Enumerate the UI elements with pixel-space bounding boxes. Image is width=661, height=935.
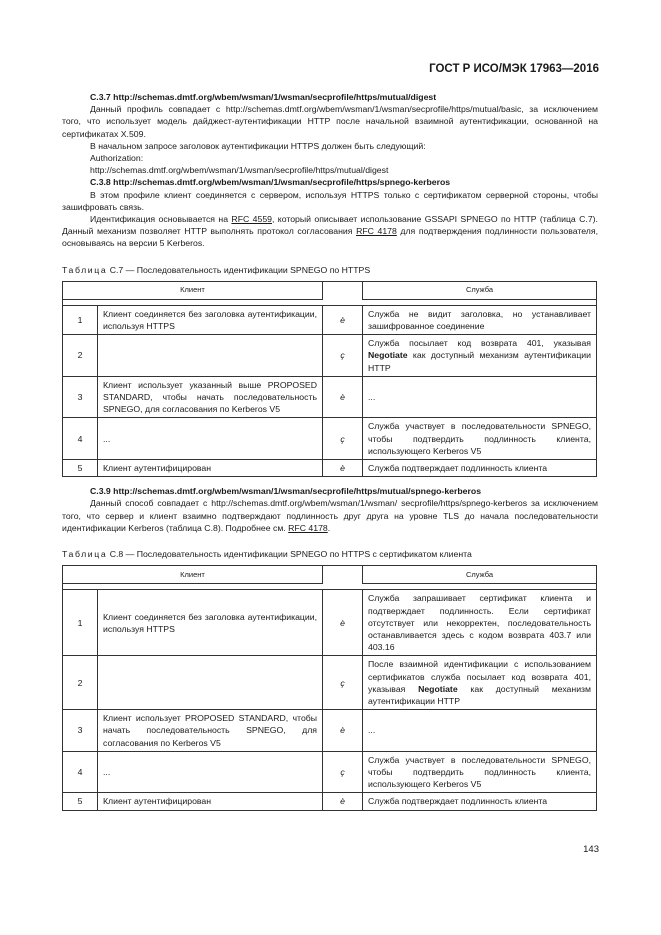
arrow-right-icon: è (323, 460, 363, 477)
table-row (63, 590, 597, 656)
caption-prefix: Таблица (62, 264, 108, 275)
text-span: , который описывает использование GSSAPI SPNEGO по HTTP (таблица С.7). Данный механизм позволяет HTTP выполнять протокол согласования (62, 214, 598, 237)
arrow-left-icon: ç (323, 335, 363, 377)
arrow-right-icon: è (323, 590, 363, 656)
column-header-service: Служба (363, 281, 597, 299)
client-cell: Клиент использует PROPOSED STANDARD, чтобы начать последовательность SPNEGO, для согласования по Kerberos V5 (98, 710, 323, 752)
service-cell: Служба запрашивает сертификат клиента и подтверждает подлинность. Если сертификат отсутствует или некорректен, последовательность останавливается здесь с кодом возврата 403.7 или 403.16 (363, 590, 597, 656)
arrow-left-icon: ç (323, 751, 363, 793)
column-header-spacer (323, 281, 363, 299)
client-cell (98, 335, 323, 377)
table-row (63, 656, 597, 710)
step-number: 2 (63, 335, 98, 377)
section-c37-uri: http://schemas.dmtf.org/wbem/wsman/1/wsman/secprofile/https/mutual/digest (90, 165, 389, 176)
text-span: После взаимной идентификации с использованием сертификатов служба посылает код возврата 401, указывая (368, 659, 591, 694)
column-header-spacer (323, 566, 363, 584)
column-header-service: Служба (363, 566, 597, 584)
service-cell: ... (363, 376, 597, 418)
client-cell: ... (98, 418, 323, 460)
step-number: 3 (63, 710, 98, 752)
section-c38-title: С.3.8 http://schemas.dmtf.org/wbem/wsman/1/wsman/secprofile/https/spnego-kerberos (90, 177, 451, 188)
arrow-right-icon: è (323, 710, 363, 752)
text-span: как доступный механизм аутентификации HTTP (368, 350, 591, 373)
service-cell (363, 335, 597, 377)
page-number: 143 (583, 844, 599, 855)
section-c38-paragraph-1: В этом профиле клиент соединяется с сервером, используя HTTPS только с сертификатом серверной стороны, чтобы зашифровать связь. (62, 189, 598, 212)
table-row (63, 305, 597, 334)
caption-text: С.8 — Последовательность идентификации SPNEGO по HTTPS с сертификатом клиента (109, 549, 472, 560)
table-row (63, 335, 597, 377)
arrow-right-icon: è (323, 376, 363, 418)
client-cell: Клиент соединяется без заголовка аутентификации, используя HTTPS (98, 590, 323, 656)
step-number: 5 (63, 793, 98, 810)
table-c7 (62, 281, 597, 477)
table-row (63, 418, 597, 460)
table-row (63, 460, 597, 477)
step-number: 3 (63, 376, 98, 418)
text-span: для подтверждения подлинности пользователя, основываясь на версии 5 Kerberos. (62, 226, 598, 249)
client-cell (98, 656, 323, 710)
step-number: 2 (63, 656, 98, 710)
step-number: 4 (63, 418, 98, 460)
client-cell: Клиент аутентифицирован (98, 460, 323, 477)
section-c39-title: С.3.9 http://schemas.dmtf.org/wbem/wsman/1/wsman/secprofile/https/mutual/spnego-kerberos (90, 486, 482, 497)
arrow-right-icon: è (323, 305, 363, 334)
table-row (63, 710, 597, 752)
section-c37-authorization: Authorization: (90, 153, 144, 164)
section-c38-paragraph-2 (62, 213, 598, 250)
document-header: ГОСТ Р ИСО/МЭК 17963—2016 (429, 63, 599, 75)
table-row (63, 751, 597, 793)
step-number: 1 (63, 590, 98, 656)
text-span: как доступный механизм аутентификации HTTP (368, 683, 592, 706)
table-c8-caption (62, 548, 598, 560)
text-span: Служба посылает код возврата 401, указывая (368, 338, 591, 349)
text-span: . (327, 522, 331, 533)
service-cell: Служба участвует в последовательности SPNEGO, чтобы подтвердить подлинность клиента, использующего Kerberos V5 (363, 751, 597, 793)
page-content (62, 91, 598, 811)
section-c37-paragraph-1: Данный профиль совпадает с http://schemas.dmtf.org/wbem/wsman/1/wsman/secprofile/https/mutual/basic, за исключением того, что использует модель дайджест-аутентификации HTTP после начальной взаимной аутентификации, основанной на сертификатах X.509. (62, 104, 598, 139)
rfc-4178-link[interactable]: RFC 4178 (288, 522, 328, 533)
step-number: 5 (63, 460, 98, 477)
client-cell: Клиент аутентифицирован (98, 793, 323, 810)
caption-prefix: Таблица (62, 549, 108, 560)
step-number: 1 (63, 305, 98, 334)
table-row (63, 376, 597, 418)
service-cell: Служба участвует в последовательности SPNEGO, чтобы подтвердить подлинность клиента, использующего Kerberos V5 (363, 418, 597, 460)
service-cell: ... (363, 710, 597, 752)
client-cell: ... (98, 751, 323, 793)
table-c8 (62, 565, 597, 810)
service-cell (363, 656, 597, 710)
text-span: Идентификация основывается на (90, 214, 232, 225)
service-cell: Служба подтверждает подлинность клиента (363, 793, 597, 810)
service-cell: Служба подтверждает подлинность клиента (363, 460, 597, 477)
step-number: 4 (63, 751, 98, 793)
arrow-left-icon: ç (323, 656, 363, 710)
text-span: Данный способ совпадает с http://schemas.dmtf.org/wbem/wsman/1/wsman/ secprofile/https/spnego-kerberos за исключением того, что сервер и клиент взаимно подтверждают подлинность друг друга на уровне TLS до начала последовательности идентификации Kerberos (таблица С.8). Подробнее см. (62, 498, 598, 533)
negotiate-keyword: Negotiate (418, 683, 458, 694)
service-cell: Служба не видит заголовка, но устанавливает зашифрованное соединение (363, 305, 597, 334)
caption-text: С.7 — Последовательность идентификации SPNEGO по HTTPS (109, 264, 371, 275)
column-header-client: Клиент (63, 566, 323, 584)
section-c39-paragraph-1 (62, 497, 598, 534)
column-header-client: Клиент (63, 281, 323, 299)
arrow-right-icon: è (323, 793, 363, 810)
client-cell: Клиент использует указанный выше PROPOSED STANDARD, чтобы начать последовательность SPNEGO, для согласования по Kerberos V5 (98, 376, 323, 418)
rfc-4178-link[interactable]: RFC 4178 (356, 226, 397, 237)
arrow-left-icon: ç (323, 418, 363, 460)
section-c37-paragraph-2: В начальном запросе заголовок аутентификации HTTPS должен быть следующий: (90, 140, 426, 151)
table-header-row (63, 281, 597, 299)
client-cell: Клиент соединяется без заголовка аутентификации, используя HTTPS (98, 305, 323, 334)
rfc-4559-link[interactable]: RFC 4559 (231, 214, 272, 225)
table-c7-caption (62, 264, 598, 276)
table-header-row (63, 566, 597, 584)
table-row (63, 793, 597, 810)
section-c37-title: С.3.7 http://schemas.dmtf.org/wbem/wsman/1/wsman/secprofile/https/mutual/digest (90, 92, 437, 102)
negotiate-keyword: Negotiate (368, 350, 408, 361)
